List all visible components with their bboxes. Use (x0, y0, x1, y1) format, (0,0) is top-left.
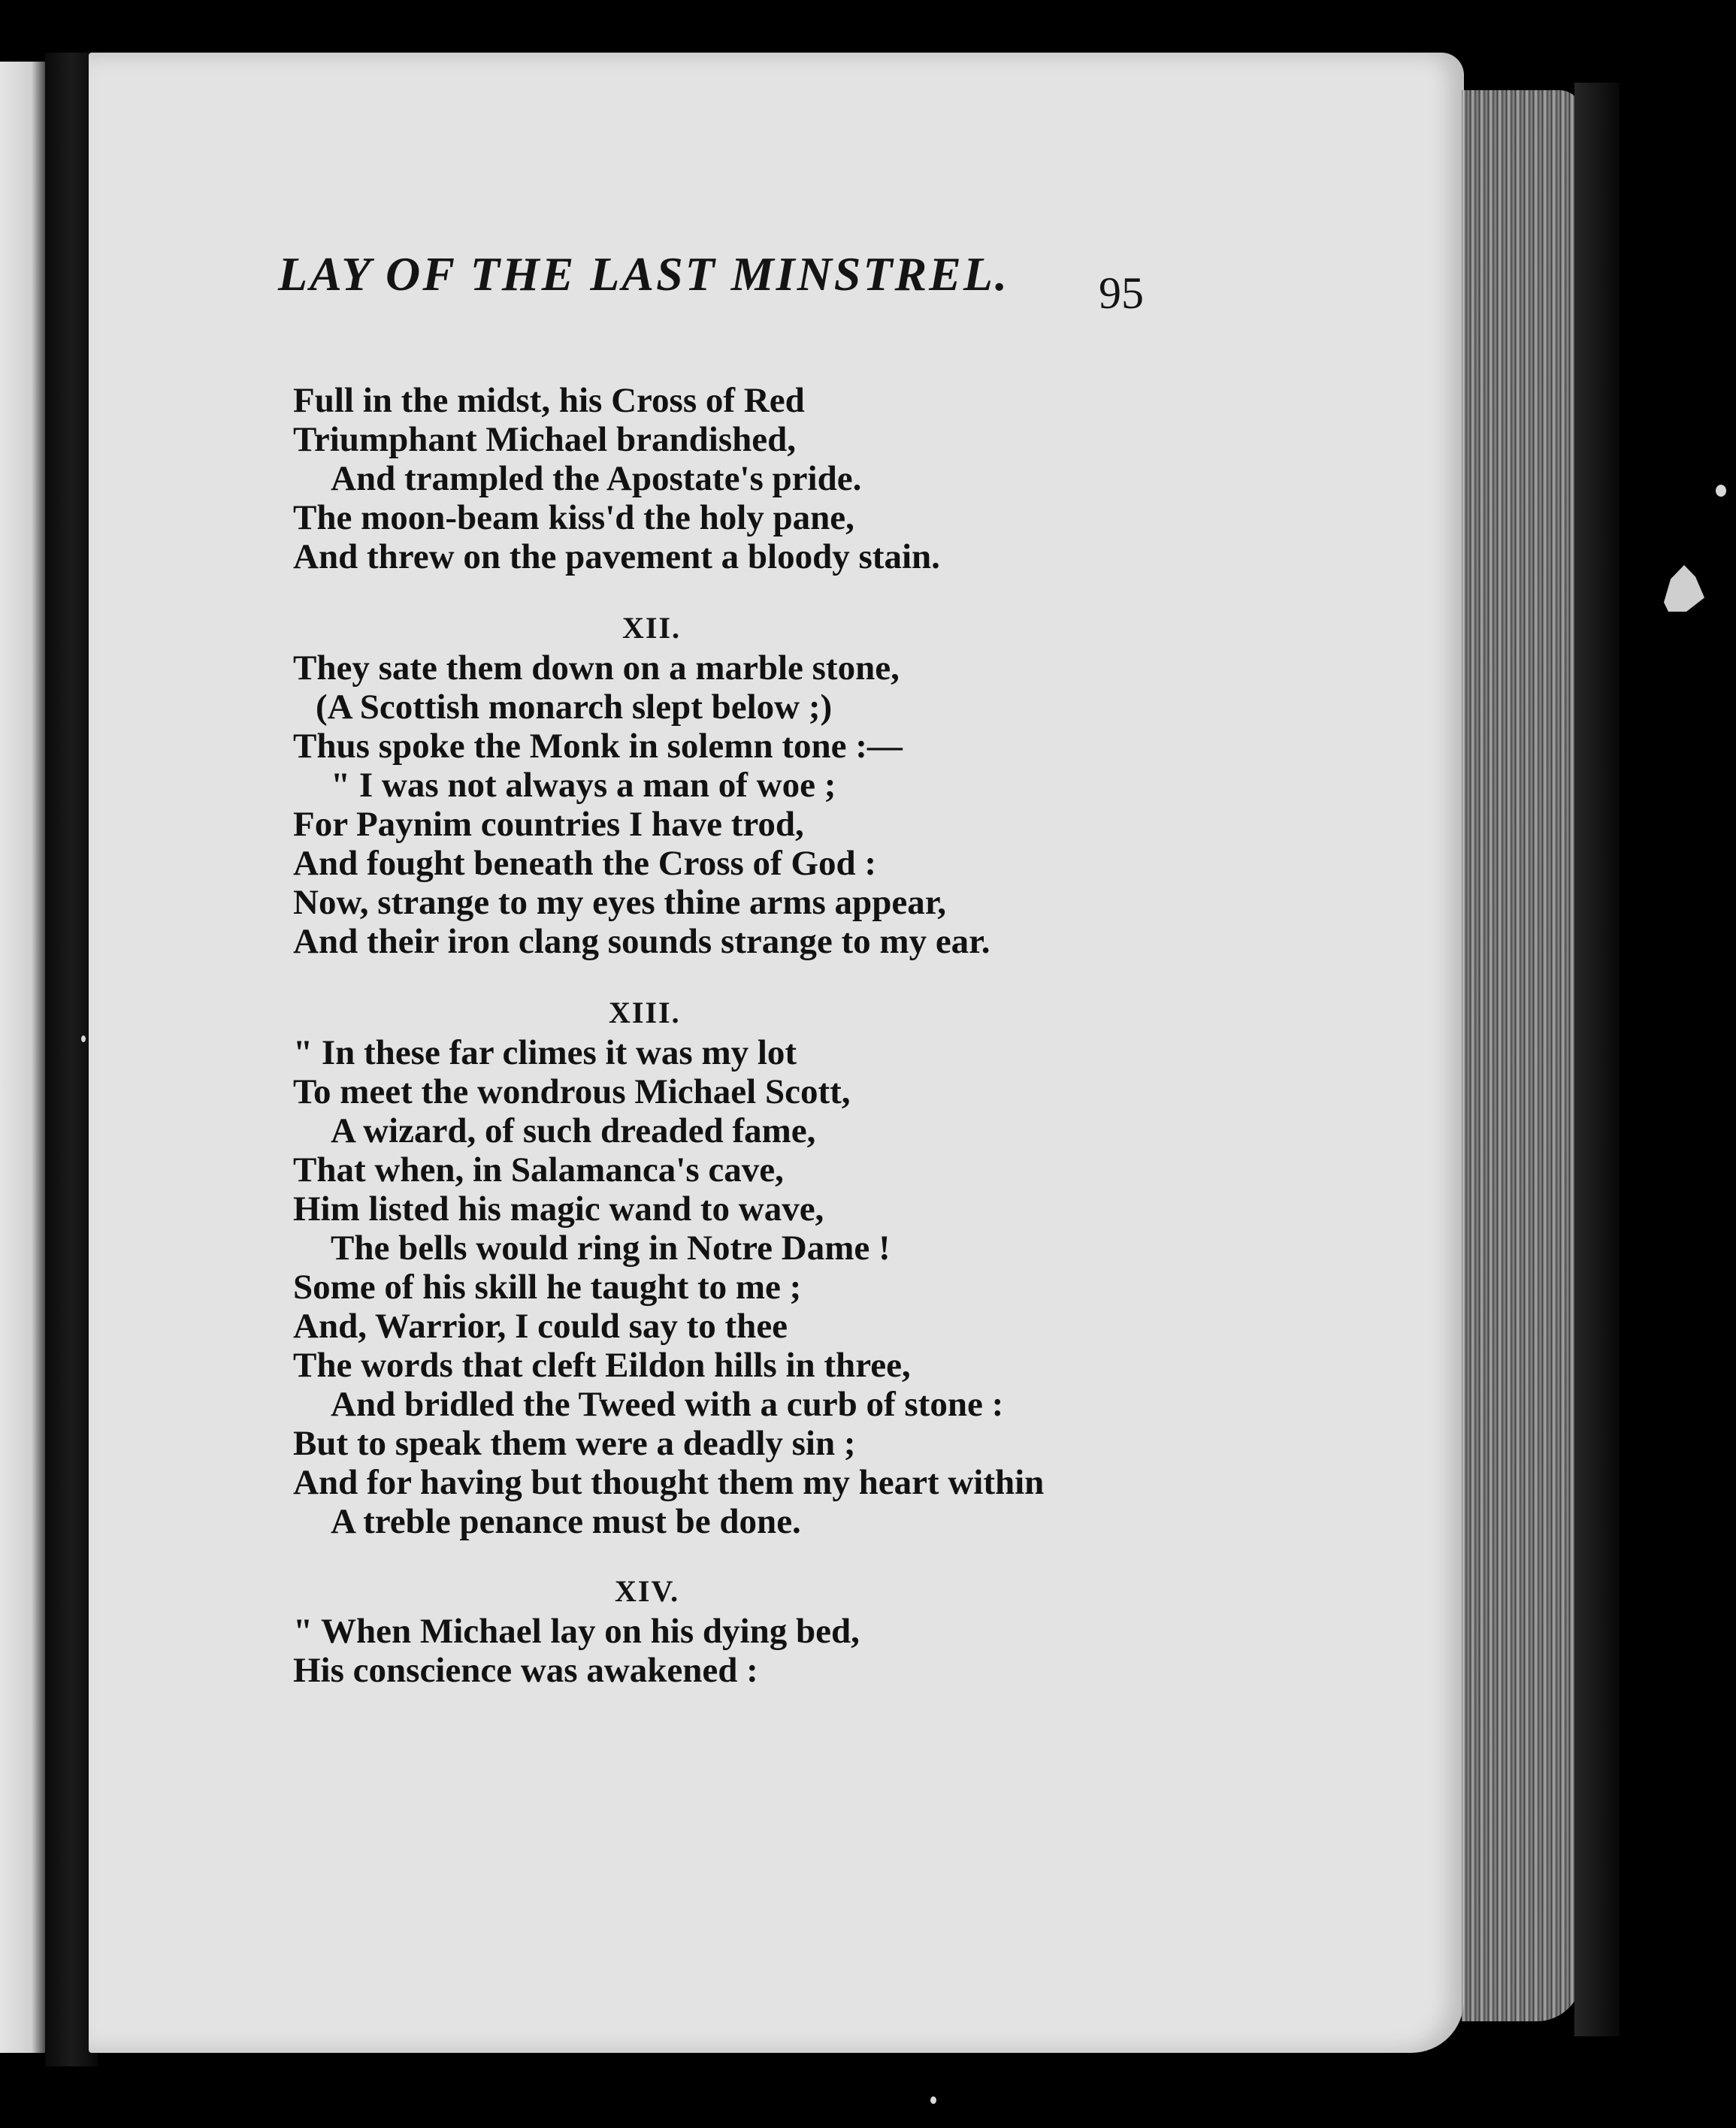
verse-line: And, Warrior, I could say to thee (293, 1307, 788, 1346)
verse-line: Some of his skill he taught to me ; (293, 1268, 802, 1307)
verse-line: And trampled the Apostate's pride. (331, 459, 862, 498)
verse-line: That when, in Salamanca's cave, (293, 1150, 784, 1189)
facing-page-edge (0, 62, 45, 2053)
verse-line: To meet the wondrous Michael Scott, (293, 1072, 851, 1111)
dust-speck (81, 1035, 86, 1042)
page-block-edges (1462, 90, 1582, 2021)
verse-line: For Paynim countries I have trod, (293, 805, 804, 844)
verse-line: Now, strange to my eyes thine arms appear, (293, 883, 946, 922)
verse-line: The moon-beam kiss'd the holy pane, (293, 498, 854, 537)
stanza-heading: XIII. (609, 996, 681, 1029)
verse-line: And fought beneath the Cross of God : (293, 844, 877, 883)
running-head: LAY OF THE LAST MINSTREL. (278, 247, 1009, 301)
verse-line: And threw on the pavement a bloody stain. (293, 537, 940, 576)
verse-line: And for having but thought them my heart within (293, 1463, 1045, 1502)
verse-line: And bridled the Tweed with a curb of stone : (331, 1385, 1004, 1424)
paper-tab-fragment (1659, 565, 1704, 612)
dust-speck (1716, 485, 1726, 497)
verse-line: Him listed his magic wand to wave, (293, 1189, 824, 1229)
verse-line: But to speak them were a deadly sin ; (293, 1424, 856, 1463)
verse-line: The bells would ring in Notre Dame ! (331, 1229, 891, 1268)
page-number: 95 (1099, 268, 1144, 318)
verse-line: A wizard, of such dreaded fame, (331, 1111, 816, 1150)
verse-line: They sate them down on a marble stone, (293, 648, 900, 688)
verse-line: Full in the midst, his Cross of Red (293, 381, 805, 420)
verse-line: Thus spoke the Monk in solemn tone :— (293, 727, 903, 766)
book-cover-edge (1574, 83, 1620, 2036)
verse-line: His conscience was awakened : (293, 1651, 758, 1690)
dust-speck (930, 2096, 936, 2104)
verse-line: Triumphant Michael brandished, (293, 420, 796, 459)
verse-line: The words that cleft Eildon hills in three, (293, 1346, 911, 1385)
stanza-heading: XII. (622, 611, 682, 645)
stanza-heading: XIV. (615, 1574, 680, 1608)
verse-line: A treble penance must be done. (331, 1502, 801, 1541)
verse-line: (A Scottish monarch slept below ;) (316, 688, 833, 727)
verse-line: " In these far climes it was my lot (293, 1033, 797, 1072)
verse-line: " I was not always a man of woe ; (331, 766, 836, 805)
verse-line: " When Michael lay on his dying bed, (293, 1612, 860, 1651)
verse-line: And their iron clang sounds strange to my ear. (293, 922, 990, 961)
